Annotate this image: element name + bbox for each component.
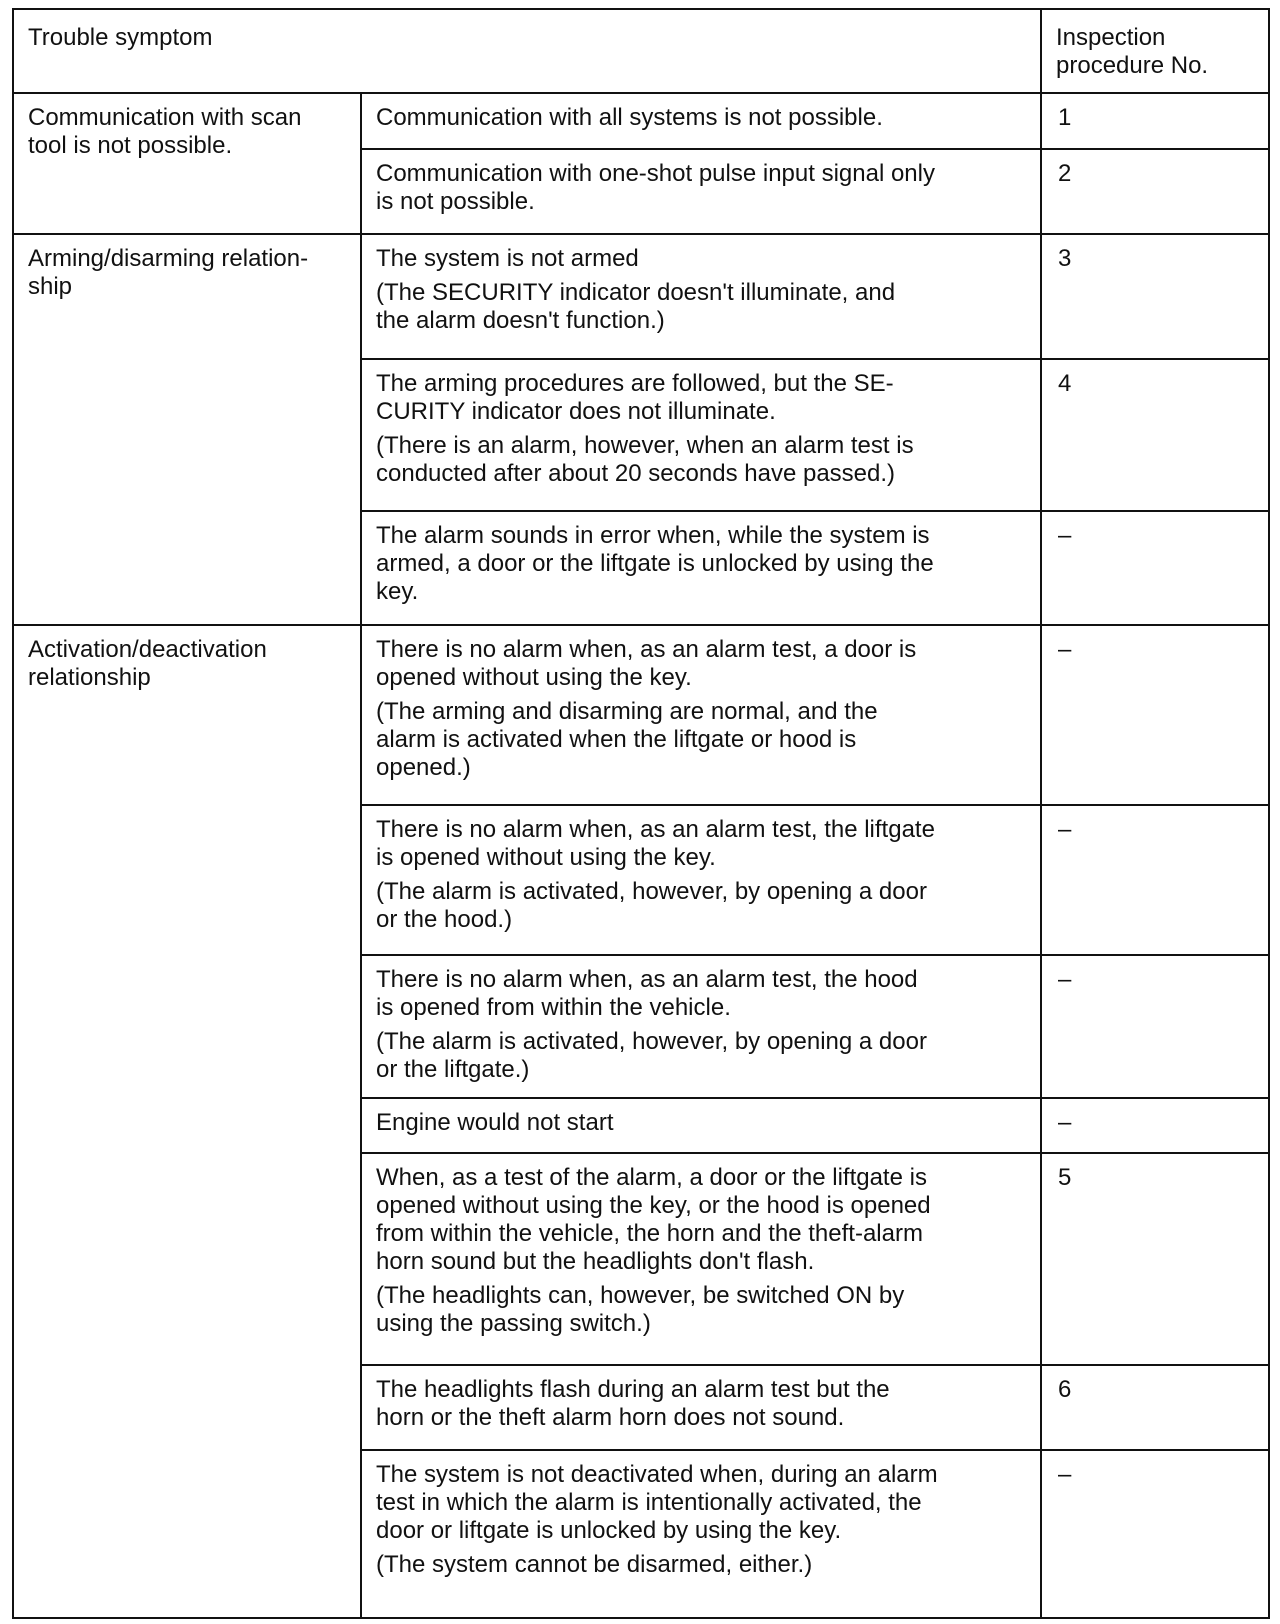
symptom-line: The system is not armed	[376, 245, 639, 272]
symptom-note	[376, 1282, 1026, 1338]
category-line: ship	[28, 273, 73, 300]
table-row	[13, 234, 1269, 359]
symptom-cell	[361, 625, 1041, 805]
symptom-note	[376, 698, 1026, 782]
symptom-cell	[361, 1098, 1041, 1153]
header-trouble-symptom	[13, 9, 1041, 93]
symptom-line: is opened from within the vehicle.	[376, 994, 731, 1021]
symptom-line: The arming procedures are followed, but the SE-	[376, 370, 894, 397]
note-line: opened.)	[376, 754, 471, 781]
note-line: (The alarm is activated, however, by opening a door	[376, 1028, 927, 1055]
note-line: (There is an alarm, however, when an alarm test is	[376, 432, 914, 459]
note-line: or the liftgate.)	[376, 1056, 530, 1083]
symptom-cell	[361, 359, 1041, 511]
symptom-line: There is no alarm when, as an alarm test, a door is	[376, 636, 917, 663]
symptom-line: door or liftgate is unlocked by using the key.	[376, 1517, 842, 1544]
note-line: using the passing switch.)	[376, 1310, 651, 1337]
symptom-cell	[361, 955, 1041, 1098]
symptom-line: There is no alarm when, as an alarm test, the liftgate	[376, 816, 935, 843]
symptom-line: armed, a door or the liftgate is unlocked by using the	[376, 550, 934, 577]
symptom-line: test in which the alarm is intentionally activated, the	[376, 1489, 922, 1516]
symptom-line: horn or the theft alarm horn does not sound.	[376, 1404, 845, 1431]
procedure-cell: –	[1041, 955, 1269, 1098]
symptom-line: is opened without using the key.	[376, 844, 716, 871]
symptom-note	[376, 878, 1026, 934]
symptom-line: horn sound but the headlights don't flash.	[376, 1248, 815, 1275]
symptom-line: There is no alarm when, as an alarm test, the hood	[376, 966, 918, 993]
category-line: Arming/disarming relation-	[28, 245, 309, 272]
procedure-cell: 4	[1041, 359, 1269, 511]
symptom-cell	[361, 149, 1041, 234]
symptom-note	[376, 1551, 1026, 1579]
symptom-note	[376, 432, 1026, 488]
symptom-line: is not possible.	[376, 188, 535, 215]
category-line: relationship	[28, 664, 151, 691]
symptom-line: The system is not deactivated when, during an alarm	[376, 1461, 938, 1488]
header-symptom-label: Trouble symptom	[28, 24, 213, 51]
procedure-cell: 1	[1041, 93, 1269, 149]
category-line: tool is not possible.	[28, 132, 233, 159]
symptom-line: key.	[376, 578, 419, 605]
symptom-line: opened without using the key.	[376, 664, 692, 691]
note-line: or the hood.)	[376, 906, 513, 933]
category-cell	[13, 625, 361, 1618]
header-row	[13, 9, 1269, 93]
symptom-line: The alarm sounds in error when, while the system is	[376, 522, 930, 549]
table-row	[13, 625, 1269, 805]
symptom-line: CURITY indicator does not illuminate.	[376, 398, 776, 425]
note-line: (The SECURITY indicator doesn't illuminate, and	[376, 279, 896, 306]
symptom-line: When, as a test of the alarm, a door or the liftgate is	[376, 1164, 927, 1191]
symptom-note	[376, 1028, 1026, 1084]
category-cell	[13, 234, 361, 625]
trouble-symptom-table	[12, 8, 1270, 1619]
category-line: Activation/deactivation	[28, 636, 267, 663]
symptom-cell	[361, 805, 1041, 955]
symptom-cell	[361, 93, 1041, 149]
symptom-line: from within the vehicle, the horn and the theft-alarm	[376, 1220, 923, 1247]
procedure-cell: –	[1041, 1098, 1269, 1153]
category-line: Communication with scan	[28, 104, 302, 131]
procedure-cell: –	[1041, 511, 1269, 625]
note-line: alarm is activated when the liftgate or hood is	[376, 726, 857, 753]
procedure-cell: –	[1041, 805, 1269, 955]
symptom-line: Engine would not start	[376, 1109, 614, 1136]
symptom-note	[376, 279, 1026, 335]
note-line: conducted after about 20 seconds have passed.)	[376, 460, 896, 487]
symptom-cell	[361, 234, 1041, 359]
note-line: (The headlights can, however, be switched ON by	[376, 1282, 905, 1309]
note-line: (The system cannot be disarmed, either.)	[376, 1551, 813, 1578]
procedure-cell: –	[1041, 1450, 1269, 1618]
category-cell	[13, 93, 361, 234]
procedure-cell: 6	[1041, 1365, 1269, 1450]
procedure-cell: 5	[1041, 1153, 1269, 1365]
note-line: the alarm doesn't function.)	[376, 307, 665, 334]
table-row	[13, 93, 1269, 149]
header-inspection-procedure	[1041, 9, 1269, 93]
symptom-cell	[361, 1153, 1041, 1365]
symptom-cell	[361, 511, 1041, 625]
symptom-cell	[361, 1450, 1041, 1618]
symptom-line: Communication with all systems is not possible.	[376, 104, 883, 131]
symptom-line: Communication with one-shot pulse input signal only	[376, 160, 935, 187]
procedure-cell: 2	[1041, 149, 1269, 234]
symptom-line: opened without using the key, or the hood is opened	[376, 1192, 931, 1219]
symptom-line: The headlights flash during an alarm test but the	[376, 1376, 890, 1403]
symptom-cell	[361, 1365, 1041, 1450]
procedure-cell: 3	[1041, 234, 1269, 359]
procedure-cell: –	[1041, 625, 1269, 805]
note-line: (The arming and disarming are normal, and the	[376, 698, 878, 725]
note-line: (The alarm is activated, however, by opening a door	[376, 878, 927, 905]
trouble-symptom-chart	[12, 8, 1268, 1614]
header-procedure-label-line2: procedure No.	[1056, 52, 1209, 79]
header-procedure-label-line1: Inspection	[1056, 24, 1166, 51]
